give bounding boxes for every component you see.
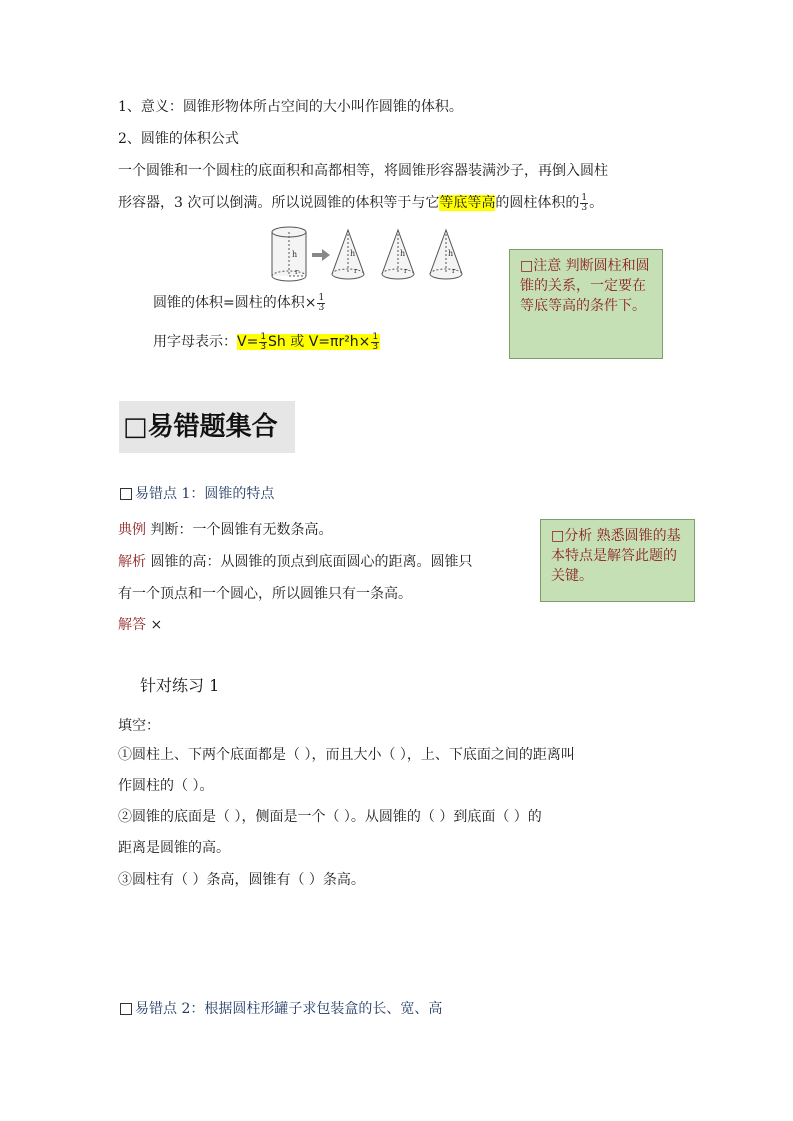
cone-icon-3: [430, 230, 462, 279]
error-point-1: 易错点 1：圆锥的特点: [120, 484, 274, 504]
question-2-line-2: 距离是圆锥的高。: [118, 840, 230, 856]
explanation-text: 形容器，3 次可以倒满。所以说圆锥的体积等于与它: [118, 195, 440, 211]
note-box-attention: □注意 判断圆柱和圆锥的关系，一定要在等底等高的条件下。: [509, 249, 663, 359]
question-3: ③圆柱有（ ）条高，圆锥有（ ）条高。: [118, 872, 365, 888]
answer-line: 解答 ×: [118, 617, 163, 633]
checkbox-icon: [120, 488, 132, 500]
section-title: □易错题集合: [119, 401, 295, 453]
cylinder-cones-figure: [270, 226, 470, 284]
explanation-line-2: 形容器，3 次可以倒满。所以说圆锥的体积等于与它等底等高的圆柱体积的 $\frac{1}{3}$ 。: [118, 192, 604, 213]
svg-text:h: h: [448, 249, 454, 258]
highlight-equal-base-height: 等底等高: [439, 195, 496, 211]
fraction-one-third: $\frac{1}{3}$: [318, 292, 325, 313]
fill-instruction: 填空：: [118, 718, 160, 734]
cylinder-icon: [272, 227, 306, 281]
note-box-analysis: □分析 熟悉圆锥的基本特点是解答此题的关键。: [540, 519, 695, 602]
svg-text:r: r: [404, 267, 408, 275]
formula-letters: 用字母表示：V= $\frac{1}{3}$ Sh 或 V=πr²h× $\frac{1}{3}$: [153, 331, 379, 352]
svg-text:r: r: [295, 268, 299, 276]
highlight-formula: V= $\frac{1}{3}$ Sh 或 V=πr²h× $\frac{1}{3}$: [237, 331, 379, 352]
cone-icon-2: [382, 230, 414, 279]
analysis-line-2: 有一个顶点和一个圆心，所以圆锥只有一条高。: [118, 586, 412, 602]
analysis-line-1: 解析 圆锥的高：从圆锥的顶点到底面圆心的距离。圆锥只: [118, 554, 473, 570]
practice-title: 针对练习 1: [140, 676, 220, 695]
svg-text:h: h: [350, 249, 356, 258]
definition-line: 1、意义：圆锥形物体所占空间的大小叫作圆锥的体积。: [118, 99, 463, 115]
svg-text:r: r: [354, 267, 358, 275]
svg-text:h: h: [292, 250, 298, 259]
cone-icon-1: [332, 230, 364, 279]
example-line: 典例 判断：一个圆锥有无数条高。: [118, 522, 333, 538]
arrow-icon: [312, 249, 330, 261]
checkbox-icon: [120, 1003, 132, 1015]
svg-text:r: r: [452, 267, 456, 275]
error-point-2: 易错点 2：根据圆柱形罐子求包装盒的长、宽、高: [120, 999, 442, 1019]
explanation-text-post: 的圆柱体积的: [495, 195, 580, 211]
question-1-line-2: 作圆柱的（ ）。: [118, 778, 214, 794]
question-1-line-1: ①圆柱上、下两个底面都是（ ），而且大小（ ），上、下底面之间的距离叫: [118, 747, 575, 763]
formula-heading: 2、圆锥的体积公式: [118, 131, 239, 147]
formula-words: 圆锥的体积=圆柱的体积× $\frac{1}{3}$: [153, 292, 325, 313]
fraction-one-third: $\frac{1}{3}$: [581, 192, 588, 213]
question-2-line-1: ②圆锥的底面是（ ），侧面是一个（ ）。从圆锥的（ ）到底面（ ）的: [118, 809, 542, 825]
svg-text:h: h: [400, 249, 406, 258]
explanation-line-1: 一个圆锥和一个圆柱的底面积和高都相等，将圆锥形容器装满沙子，再倒入圆柱: [118, 163, 608, 179]
